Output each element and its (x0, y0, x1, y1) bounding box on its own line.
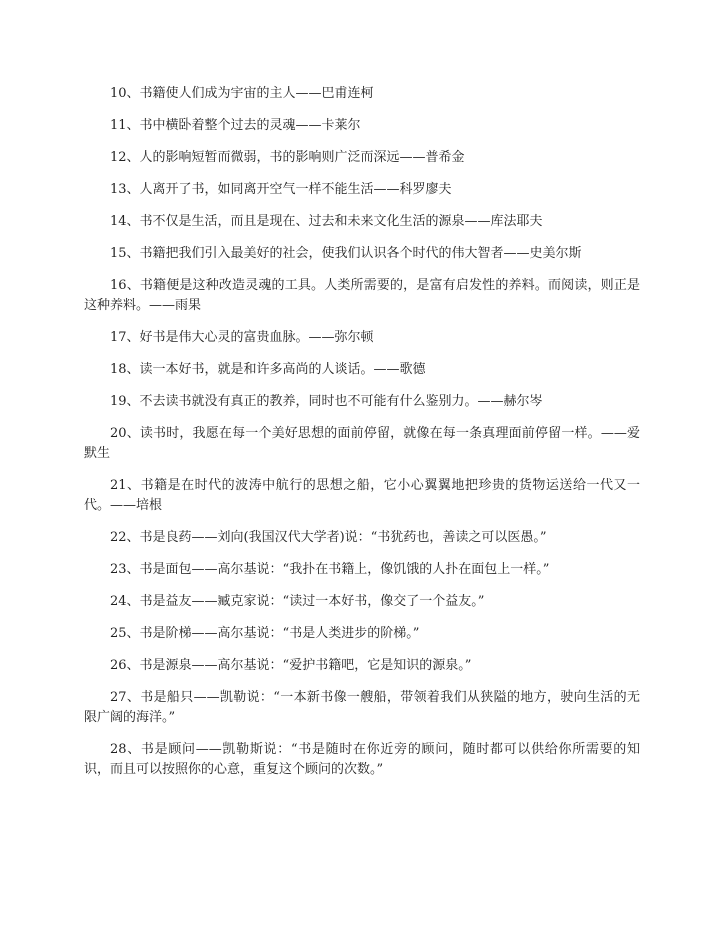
quote-10: 10、书籍使人们成为宇宙的主人——巴甫连柯 (110, 86, 374, 101)
quote-18: 18、读一本好书，就是和许多高尚的人谈话。——歌德 (110, 362, 426, 377)
quote-22: 22、书是良药——刘向(我国汉代大学者)说：“书犹药也，善读之可以医愚。” (110, 530, 547, 545)
quote-26: 26、书是源泉——高尔基说：“爱护书籍吧，它是知识的源泉。” (110, 658, 472, 673)
quote-21: 21、书籍是在时代的波涛中航行的思想之船，它小心翼翼地把珍贵的货物运送给一代又一代。——培根 (84, 478, 640, 513)
quote-25: 25、书是阶梯——高尔基说：“书是人类进步的阶梯。” (110, 626, 420, 641)
quote-list (84, 84, 640, 792)
quote-24: 24、书是益友——臧克家说：“读过一本好书，像交了一个益友。” (110, 594, 485, 609)
quote-14: 14、书不仅是生活，而且是现在、过去和未来文化生活的源泉——库法耶夫 (110, 214, 543, 229)
quote-28: 28、书是顾问——凯勒斯说：“书是随时在你近旁的顾问，随时都可以供给你所需要的知识，而且可以按照你的心意，重复这个顾问的次数。” (84, 742, 640, 777)
quote-16: 16、书籍便是这种改造灵魂的工具。人类所需要的，是富有启发性的养料。而阅读，则正是这种养料。——雨果 (84, 278, 640, 313)
quote-13: 13、人离开了书，如同离开空气一样不能生活——科罗廖夫 (110, 182, 452, 197)
quote-12: 12、人的影响短暂而微弱，书的影响则广泛而深远——普希金 (110, 150, 465, 165)
quote-23: 23、书是面包——高尔基说：“我扑在书籍上，像饥饿的人扑在面包上一样。” (110, 562, 550, 577)
quote-19: 19、不去读书就没有真正的教养，同时也不可能有什么鉴别力。——赫尔岑 (110, 394, 543, 409)
quote-15: 15、书籍把我们引入最美好的社会，使我们认识各个时代的伟大智者——史美尔斯 (110, 246, 582, 261)
quote-20: 20、读书时，我愿在每一个美好思想的面前停留，就像在每一条真理面前停留一样。——爱默生 (84, 426, 640, 461)
quote-27: 27、书是船只——凯勒说：“一本新书像一艘船，带领着我们从狭隘的地方，驶向生活的无限广阔的海洋。” (84, 690, 640, 725)
quote-11: 11、书中横卧着整个过去的灵魂——卡莱尔 (110, 118, 361, 133)
quote-17: 17、好书是伟大心灵的富贵血脉。——弥尔顿 (110, 330, 374, 345)
